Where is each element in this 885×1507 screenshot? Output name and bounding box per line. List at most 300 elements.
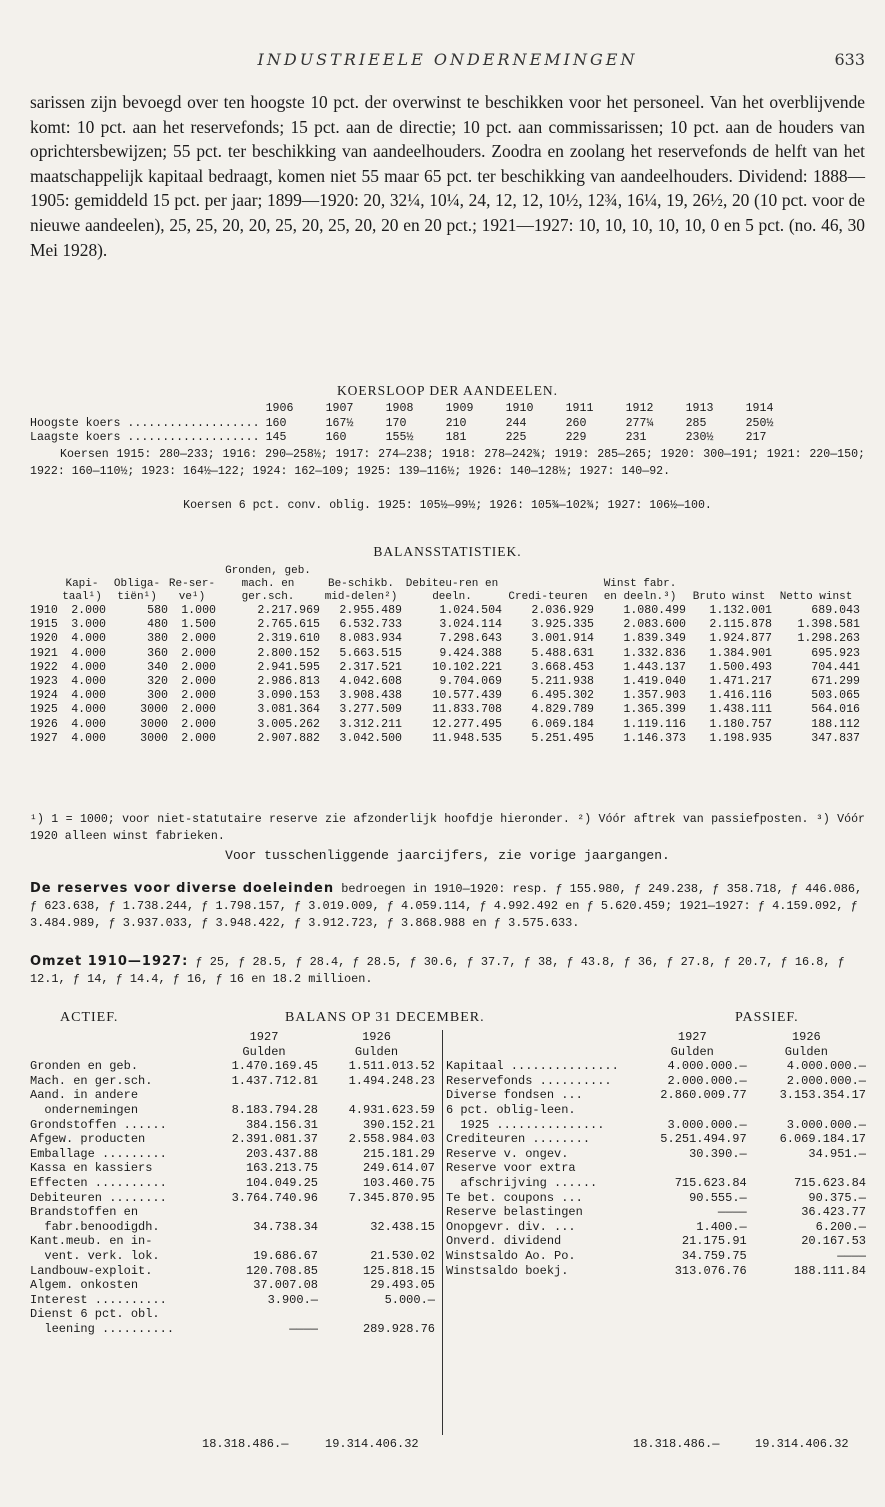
actief-value-1927: 8.183.794.28 <box>231 1102 318 1117</box>
balstat-cell: 2.941.595 <box>257 660 320 674</box>
balstat-cell: 3.925.335 <box>531 618 594 632</box>
actief-value-1926: 7.345.870.95 <box>348 1190 435 1205</box>
passief-label: Reservefonds .......... <box>446 1073 612 1088</box>
koers-value: 260 <box>565 416 587 430</box>
balstat-cell: 3.277.509 <box>339 703 402 717</box>
balstat-cell: 1.180.757 <box>709 717 772 731</box>
balstat-cell: 6.495.302 <box>531 689 594 703</box>
balstat-cell: 2.319.610 <box>257 632 320 646</box>
passief-row <box>446 1191 866 1206</box>
balstat-row <box>30 632 860 646</box>
passief-label: PASSIEF. <box>735 1010 799 1025</box>
total-passief-1927: 18.318.486.— <box>633 1437 720 1451</box>
passief-value-1927: ———— <box>717 1205 747 1220</box>
balstat-cell: 1.500 <box>181 618 216 632</box>
balstat-year: 1925 <box>30 703 58 717</box>
balstat-header: Netto winst <box>779 591 853 603</box>
koers-corner <box>30 402 266 417</box>
actief-value-1927: 120.708.85 <box>245 1263 318 1278</box>
koersloop-title: KOERSLOOP DER AANDEELEN. <box>336 383 559 398</box>
balstat-year: 1915 <box>30 618 58 632</box>
balstat-cell: 3.090.153 <box>257 689 320 703</box>
balstat-cell: 6.532.733 <box>339 618 402 632</box>
actief-value-1926 <box>318 1205 435 1220</box>
balstat-cell: 2.765.615 <box>257 618 320 632</box>
passief-value-1926: 188.111.84 <box>793 1263 866 1278</box>
actief-value-1927: 37.007.08 <box>253 1278 318 1293</box>
passief-label: Kapitaal ............... <box>446 1059 619 1074</box>
balstat-row <box>30 703 860 717</box>
balstat-year: 1923 <box>30 675 58 689</box>
balstat-cell: 3000 <box>140 717 168 731</box>
passief-label: Winstsaldo boekj. <box>446 1263 569 1278</box>
actief-value-1926: 390.152.21 <box>362 1117 435 1132</box>
balstat-year: 1921 <box>30 646 58 660</box>
running-header <box>30 50 865 80</box>
actief-value-1927 <box>210 1205 318 1220</box>
obligaties-text: Koersen 6 pct. conv. oblig. 1925: 105½—99½; 1926: 105¾—102¾; 1927: 106½—100. <box>183 499 712 512</box>
balansstatistiek-table <box>30 565 860 746</box>
koers-value: 250½ <box>745 416 774 430</box>
balstat-cell: 1.500.493 <box>709 660 772 674</box>
actief-value-1927: 203.437.88 <box>245 1146 318 1161</box>
balstat-cell: 2.000 <box>181 717 216 731</box>
balstat-cell: 2.800.152 <box>257 646 320 660</box>
balstat-row <box>30 675 860 689</box>
actief-value-1926 <box>318 1307 435 1322</box>
actief-year-1927: 1927 <box>249 1030 279 1044</box>
actief-row <box>30 1205 435 1220</box>
balstat-cell: 3000 <box>140 703 168 717</box>
koers-row-label: Hoogste koers ................... <box>30 416 260 430</box>
balstat-cell: 1.146.373 <box>623 731 686 745</box>
balstat-cell: 1.416.116 <box>709 689 772 703</box>
actief-row <box>30 1074 435 1089</box>
balstat-cell: 1.924.877 <box>709 632 772 646</box>
balstat-cell: 1.419.040 <box>623 675 686 689</box>
reserves-lead: De reserves voor diverse doeleinden <box>30 881 335 896</box>
tusschen-text: Voor tusschenliggende jaarcijfers, zie vorige jaargangen. <box>225 848 670 863</box>
actief-row <box>30 1249 435 1264</box>
actief-unit: Gulden <box>354 1044 399 1059</box>
actief-label: fabr.benoodigdh. <box>30 1219 160 1234</box>
actief-value-1927 <box>210 1307 318 1322</box>
balstat-cell: 300 <box>147 689 168 703</box>
actief-label: vent. verk. lok. <box>30 1248 160 1263</box>
koers-value: 225 <box>505 431 527 444</box>
koers-value: 229 <box>565 431 587 444</box>
balstat-cell: 2.083.600 <box>623 618 686 632</box>
passief-label: Reserve belastingen <box>446 1205 583 1220</box>
balstat-row <box>30 689 860 703</box>
balstat-cell: 2.000 <box>181 675 216 689</box>
actief-value-1926: 4.931.623.59 <box>348 1102 435 1117</box>
koers-row <box>30 417 806 432</box>
actief-value-1927: ———— <box>289 1321 318 1336</box>
balstat-cell: 2.000 <box>181 660 216 674</box>
balstat-cell: 2.000 <box>181 689 216 703</box>
balstat-header: Obliga-tiën¹) <box>113 578 161 603</box>
koers-year: 1910 <box>505 402 534 415</box>
actief-row <box>30 1264 435 1279</box>
passief-year-1926: 1926 <box>791 1030 821 1044</box>
balstat-cell: 8.083.934 <box>339 632 402 646</box>
actief-value-1926: 1.511.013.52 <box>348 1059 435 1074</box>
balstat-cell: 4.000 <box>71 646 106 660</box>
balstat-cell: 12.277.495 <box>432 717 502 731</box>
passief-row <box>446 1220 866 1235</box>
balstat-cell: 4.000 <box>71 632 106 646</box>
omzet-text: ƒ 25, ƒ 28.5, ƒ 28.4, ƒ 28.5, ƒ 30.6, ƒ 37.7, ƒ 38, ƒ 43.8, ƒ 36, ƒ 27.8, ƒ 20.7, ƒ 16.8, ƒ 12.1, ƒ 14, ƒ 14.4, ƒ 16, ƒ 16 en 18.2 millioen. <box>30 955 845 986</box>
balstat-cell: 3.024.114 <box>439 618 502 632</box>
passief-table <box>446 1030 866 1278</box>
balstat-cell: 5.663.515 <box>339 646 402 660</box>
balstat-year: 1926 <box>30 717 58 731</box>
koers-value: 155½ <box>385 431 414 444</box>
passief-label: Winstsaldo Ao. Po. <box>446 1248 576 1263</box>
actief-value-1926: 5.000.— <box>384 1292 435 1307</box>
balstat-cell: 704.441 <box>811 660 860 674</box>
passief-corner <box>446 1045 638 1060</box>
balstat-cell: 9.424.388 <box>439 646 502 660</box>
actief-year-row <box>30 1030 435 1045</box>
actief-label: Gronden en geb. <box>30 1059 139 1074</box>
balstat-cell: 1.000 <box>181 604 216 617</box>
actief-label: ondernemingen <box>30 1102 139 1117</box>
actief-value-1926: 2.558.984.03 <box>348 1132 435 1147</box>
balstat-cell: 3.042.500 <box>339 731 402 745</box>
balstat-cell: 4.000 <box>71 731 106 745</box>
passief-label: Onverd. dividend <box>446 1234 562 1249</box>
balstat-cell: 2.000 <box>181 703 216 717</box>
koers-value: 231 <box>625 431 647 444</box>
balstat-cell: 1.198.935 <box>709 731 772 745</box>
passief-value-1926: 6.069.184.17 <box>779 1132 866 1147</box>
balstat-header: Kapi-taal¹) <box>62 578 102 603</box>
actief-label: Brandstoffen en <box>30 1205 139 1220</box>
passief-row <box>446 1074 866 1089</box>
koers-year: 1908 <box>385 402 414 415</box>
balstat-cell: 380 <box>147 632 168 646</box>
koers-value: 167½ <box>325 416 354 430</box>
actief-row <box>30 1191 435 1206</box>
balstat-year: 1910 <box>30 604 58 617</box>
passief-value-1927: 4.000.000.— <box>667 1059 747 1074</box>
koers-year: 1911 <box>565 402 594 415</box>
passief-value-1927: 21.175.91 <box>681 1234 747 1249</box>
passief-unit: Gulden <box>670 1044 714 1059</box>
balstat-cell: 1.119.116 <box>623 717 686 731</box>
passief-value-1926: 36.423.77 <box>801 1205 866 1220</box>
actief-row <box>30 1059 435 1074</box>
balstat-cell: 5.488.631 <box>531 646 594 660</box>
passief-label: Reserve voor extra <box>446 1161 576 1176</box>
actief-value-1926: 289.928.76 <box>362 1321 435 1336</box>
passief-value-1926: ———— <box>837 1248 866 1263</box>
actief-label: Mach. en ger.sch. <box>30 1073 153 1088</box>
actief-row <box>30 1103 435 1118</box>
balstat-cell: 480 <box>147 618 168 632</box>
balstat-cell: 1.365.399 <box>623 703 686 717</box>
actief-label: Algem. onkosten <box>30 1278 139 1293</box>
koers-value: 170 <box>385 416 407 430</box>
actief-value-1927: 34.738.34 <box>253 1219 318 1234</box>
koersloop-table <box>30 402 806 446</box>
balstat-header: Debiteu-ren en deeln. <box>405 578 499 603</box>
actief-unit: Gulden <box>242 1044 286 1059</box>
balansstatistiek-title: BALANSSTATISTIEK. <box>373 544 522 559</box>
passief-value-1927: 2.000.000.— <box>667 1073 747 1088</box>
passief-value-1926: 34.951.— <box>808 1146 866 1161</box>
actief-row <box>30 1220 435 1235</box>
balstat-year: 1924 <box>30 689 58 703</box>
passief-value-1927: 1.400.— <box>696 1219 747 1234</box>
actief-label: Kassa en kassiers <box>30 1161 153 1176</box>
passief-value-1926: 90.375.— <box>808 1190 866 1205</box>
balstat-header <box>30 565 58 604</box>
balstat-cell: 1.080.499 <box>623 604 686 617</box>
koers-year: 1912 <box>625 402 654 415</box>
actief-row <box>30 1088 435 1103</box>
passief-row <box>446 1059 866 1074</box>
actief-value-1927: 1.470.169.45 <box>231 1059 318 1074</box>
passief-value-1927 <box>638 1161 747 1176</box>
actief-label: Debiteuren ........ <box>30 1190 167 1205</box>
passief-column <box>442 1030 866 1435</box>
balstat-cell: 360 <box>147 646 168 660</box>
koers-value: 160 <box>325 431 347 444</box>
koers-value: 217 <box>745 431 767 444</box>
balstat-cell: 347.837 <box>811 731 860 745</box>
balstat-cell: 503.065 <box>811 689 860 703</box>
actief-value-1926: 32.438.15 <box>370 1219 435 1234</box>
actief-row <box>30 1161 435 1176</box>
balstat-cell: 4.000 <box>71 689 106 703</box>
actief-row <box>30 1132 435 1147</box>
actief-label: Emballage ......... <box>30 1146 167 1161</box>
passief-label: Te bet. coupons ... <box>446 1190 583 1205</box>
total-actief-1926: 19.314.406.32 <box>325 1437 419 1451</box>
balstat-cell: 4.000 <box>71 717 106 731</box>
actief-label: Interest .......... <box>30 1292 167 1307</box>
balstat-cell: 3.005.262 <box>257 717 320 731</box>
actief-value-1927: 3.900.— <box>267 1292 318 1307</box>
balans-footnote: ¹) 1 = 1000; voor niet-statutaire reserve zie afzonderlijk hoofdje hieronder. ²) Vóór aftrek van passiefposten. ³) Vóór 1920 alleen winst fabrieken. <box>30 813 865 843</box>
balstat-cell: 1.384.901 <box>709 646 772 660</box>
balstat-cell: 671.299 <box>811 675 860 689</box>
passief-value-1926 <box>747 1103 866 1118</box>
actief-label: Aand. in andere <box>30 1088 139 1103</box>
actief-value-1927: 384.156.31 <box>245 1117 318 1132</box>
passief-value-1927: 715.623.84 <box>674 1175 747 1190</box>
passief-label: 6 pct. oblig-leen. <box>446 1102 576 1117</box>
koers-year-row <box>30 402 806 417</box>
balstat-cell: 3.312.211 <box>339 717 402 731</box>
koers-value: 230½ <box>685 431 714 444</box>
passief-value-1926: 715.623.84 <box>793 1175 866 1190</box>
passief-corner <box>446 1030 638 1045</box>
koers-year: 1907 <box>325 402 354 415</box>
actief-value-1926 <box>318 1088 435 1103</box>
passief-value-1926: 20.167.53 <box>801 1234 866 1249</box>
passief-value-1927: 30.390.— <box>689 1146 747 1161</box>
balstat-cell: 2.217.969 <box>257 604 320 617</box>
balstat-cell: 580 <box>147 604 168 617</box>
actief-row <box>30 1307 435 1322</box>
balstat-row <box>30 732 860 746</box>
balstat-cell: 6.069.184 <box>531 717 594 731</box>
passief-value-1927 <box>638 1103 747 1118</box>
balstat-cell: 320 <box>147 675 168 689</box>
balstat-cell: 5.211.938 <box>531 675 594 689</box>
koersen-text: Koersen 1915: 280—233; 1916: 290—258½; 1917: 274—238; 1918: 278—242¾; 1919: 285—265; 1920: 300—191; 1921: 220—150; 1922: 160—110½; 1923: 164½—122; 1924: 162—109; 1925: 139—116½; 1926: 140—128½; 1927: 140—92. <box>30 448 865 478</box>
koers-value: 277¼ <box>625 416 654 430</box>
balstat-row <box>30 647 860 661</box>
koers-year: 1906 <box>265 402 294 415</box>
balstat-cell: 4.042.608 <box>339 675 402 689</box>
passief-row <box>446 1132 866 1147</box>
actief-value-1927 <box>210 1088 318 1103</box>
actief-label: Effecten .......... <box>30 1175 167 1190</box>
actief-column <box>30 1030 435 1336</box>
actief-corner <box>30 1045 210 1060</box>
actief-unit-row <box>30 1045 435 1060</box>
passief-value-1927: 3.000.000.— <box>667 1117 747 1132</box>
balstat-cell: 3000 <box>140 731 168 745</box>
balstat-cell: 10.102.221 <box>432 660 502 674</box>
balstat-row <box>30 604 860 618</box>
actief-value-1927: 3.764.740.96 <box>231 1190 318 1205</box>
actief-row <box>30 1118 435 1133</box>
balstat-header: Winst fabr. en deeln.³) <box>603 578 677 603</box>
passief-label: afschrijving ...... <box>446 1175 598 1190</box>
balstat-cell: 4.000 <box>71 703 106 717</box>
koers-year: 1913 <box>685 402 714 415</box>
intro-text: sarissen zijn bevoegd over ten hoogste 10 pct. der overwinst te beschikken voor het personeel. Van het overblijvende komt: 10 pct. aan het reservefonds; 15 pct. aan de directie; 10 pct. aan commissarissen; 10 pct. aan de houders van oprichtersbewijzen; 55 pct. ter beschikking van aandeelhouders. Zoodra en zoolang het reservefonds de helft van het maatschappelijk kapitaal bedraagt, komen niet 55 maar 65 pct. ter beschikking van aandeelhouders. Dividend: 1888—1905: gemiddeld 15 pct. per jaar; 1899—1920: 20, 32¼, 10¼, 24, 12, 12, 10½, 12¾, 16¼, 19, 26½, 20 (10 pct. voor de nieuwe aandeelen), 25, 25, 20, 20, 25, 20, 25, 20, 20 en 20 pct.; 1921—1927: 10, 10, 10, 10, 10, 0 en 5 pct. (no. 46, 30 Mei 1928). <box>30 92 865 260</box>
balstat-row <box>30 618 860 632</box>
balstat-cell: 689.043 <box>811 604 860 617</box>
actief-value-1926: 29.493.05 <box>370 1278 435 1293</box>
balstat-cell: 2.000 <box>181 632 216 646</box>
passief-row <box>446 1147 866 1162</box>
actief-row <box>30 1322 435 1337</box>
passief-value-1926: 6.200.— <box>815 1219 866 1234</box>
passief-label: Diverse fondsen ... <box>446 1088 583 1103</box>
balstat-cell: 1.132.001 <box>709 604 772 617</box>
actief-label: Grondstoffen ...... <box>30 1117 167 1132</box>
balstat-cell: 2.000 <box>181 646 216 660</box>
koers-value: 181 <box>445 431 467 444</box>
balstat-cell: 1.471.217 <box>709 675 772 689</box>
actief-row <box>30 1293 435 1308</box>
balstat-cell: 2.115.878 <box>709 618 772 632</box>
balstat-header: Credi-teuren <box>508 591 588 603</box>
passief-label: 1925 ............... <box>446 1117 605 1132</box>
balstat-cell: 11.948.535 <box>432 731 502 745</box>
omzet-lead: Omzet 1910—1927: <box>30 954 189 969</box>
balstat-year: 1920 <box>30 632 58 646</box>
balstat-cell: 1.438.111 <box>709 703 772 717</box>
koers-row-label: Laagste koers ................... <box>30 431 260 444</box>
koers-value: 160 <box>265 416 287 430</box>
actief-label: ACTIEF. <box>60 1010 119 1025</box>
passief-year-1927: 1927 <box>677 1030 707 1044</box>
koers-year: 1909 <box>445 402 474 415</box>
actief-label: Afgew. producten <box>30 1132 146 1147</box>
koers-row <box>30 431 806 446</box>
header-title: INDUSTRIEELE ONDERNEMINGEN <box>257 50 638 69</box>
balstat-header: Bruto winst <box>692 591 766 603</box>
koers-year: 1914 <box>745 402 774 415</box>
balstat-cell: 340 <box>147 660 168 674</box>
intro-paragraph <box>30 90 865 262</box>
passief-value-1926: 3.000.000.— <box>786 1117 866 1132</box>
balstat-cell: 2.986.813 <box>257 675 320 689</box>
actief-value-1926 <box>318 1234 435 1249</box>
omzet-paragraph <box>30 953 865 988</box>
balstat-header: Gronden, geb. mach. en ger.sch. <box>225 565 311 603</box>
reserves-text: bedroegen in 1910—1920: resp. ƒ 155.980, ƒ 249.238, ƒ 358.718, ƒ 446.086, ƒ 623.638, ƒ 1.738.244, ƒ 1.798.157, ƒ 3.019.009, ƒ 4.059.114, ƒ 4.992.492 en ƒ 5.620.459; 1921—1927: ƒ 4.159.092, ƒ 3.484.989, ƒ 3.937.033, ƒ 3.948.422, ƒ 3.912.723, ƒ 3.868.988 en ƒ 3.575.633. <box>30 882 863 930</box>
passief-unit: Gulden <box>784 1044 828 1059</box>
passief-value-1927: 34.759.75 <box>681 1248 747 1263</box>
total-actief-1927: 18.318.486.— <box>202 1437 289 1451</box>
actief-value-1927: 19.686.67 <box>253 1248 318 1263</box>
balstat-cell: 695.923 <box>811 646 860 660</box>
balstat-cell: 1.357.903 <box>623 689 686 703</box>
balstat-cell: 5.251.495 <box>531 731 594 745</box>
actief-label: Landbouw-exploit. <box>30 1263 153 1278</box>
koers-value: 145 <box>265 431 287 444</box>
balstat-cell: 2.955.489 <box>339 604 402 617</box>
page-number: 633 <box>834 50 865 69</box>
passief-label: Reserve v. ongev. <box>446 1146 569 1161</box>
balstat-cell: 3.001.914 <box>531 632 594 646</box>
balans-section <box>30 1010 866 1336</box>
passief-value-1927: 5.251.494.97 <box>660 1132 747 1147</box>
balstat-cell: 2.907.882 <box>257 731 320 745</box>
actief-table <box>30 1030 435 1336</box>
total-passief-1926: 19.314.406.32 <box>755 1437 849 1451</box>
passief-row <box>446 1205 866 1220</box>
passief-value-1927: 2.860.009.77 <box>660 1088 747 1103</box>
actief-value-1926: 215.181.29 <box>362 1146 435 1161</box>
actief-corner <box>30 1030 210 1045</box>
balstat-cell: 4.829.789 <box>531 703 594 717</box>
passief-value-1926 <box>747 1161 866 1176</box>
actief-value-1927: 104.049.25 <box>245 1175 318 1190</box>
passief-row <box>446 1103 866 1118</box>
koers-value: 210 <box>445 416 467 430</box>
balans-totals <box>30 1437 865 1453</box>
balstat-row <box>30 661 860 675</box>
passief-year-row <box>446 1030 866 1045</box>
passief-row <box>446 1161 866 1176</box>
balstat-cell: 7.298.643 <box>439 632 502 646</box>
balstat-cell: 1.398.581 <box>797 618 860 632</box>
actief-label: leening .......... <box>30 1321 175 1336</box>
passief-value-1927: 90.555.— <box>689 1190 747 1205</box>
actief-row <box>30 1176 435 1191</box>
passief-row <box>446 1088 866 1103</box>
actief-value-1927 <box>210 1234 318 1249</box>
actief-value-1926: 21.530.02 <box>370 1248 435 1263</box>
balstat-cell: 11.833.708 <box>432 703 502 717</box>
passief-value-1927: 313.076.76 <box>674 1263 747 1278</box>
balstat-cell: 2.000 <box>71 604 106 617</box>
passief-label: Crediteuren ........ <box>446 1132 591 1147</box>
passief-value-1926: 2.000.000.— <box>786 1073 866 1088</box>
balans-title: BALANS OP 31 DECEMBER. <box>285 1010 485 1025</box>
